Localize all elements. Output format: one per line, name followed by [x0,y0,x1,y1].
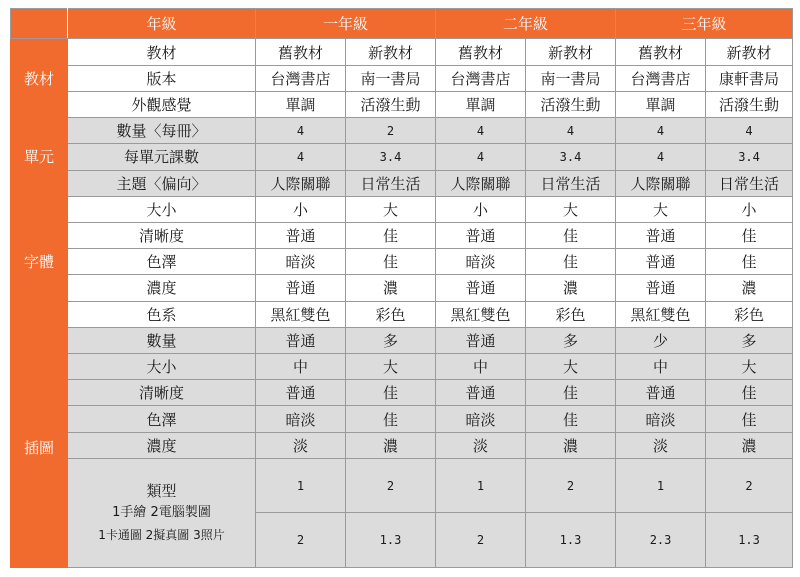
row-label: 數量〈每冊〉 [68,118,256,144]
row-label-type [68,458,256,567]
type-legend-drawing: 1手繪 2電腦製圖 [112,504,211,520]
row-label: 色系 [68,301,256,327]
header-corner [11,9,68,39]
cell: 4 [706,118,793,144]
cell: 單調 [616,91,706,117]
cell: 2 [346,458,436,513]
table-row [11,380,793,406]
cell: 濃 [526,432,616,458]
cell: 舊教材 [256,39,346,65]
table-row [11,406,793,432]
cell: 淡 [616,432,706,458]
category-illustration: 插圖 [11,327,68,567]
row-label: 濃度 [68,432,256,458]
table-row [11,118,793,144]
cell: 黑紅雙色 [436,301,526,327]
cell: 2 [346,118,436,144]
cell: 多 [526,327,616,353]
cell: 舊教材 [616,39,706,65]
table-row [11,65,793,91]
cell: 大 [616,196,706,222]
cell: 佳 [526,249,616,275]
cell: 4 [256,118,346,144]
cell: 佳 [706,222,793,248]
cell: 濃 [706,275,793,301]
cell: 濃 [526,275,616,301]
cell: 1.3 [526,513,616,568]
cell: 2 [256,513,346,568]
cell: 中 [256,354,346,380]
cell: 普通 [616,380,706,406]
row-label: 清晰度 [68,380,256,406]
row-label: 大小 [68,196,256,222]
cell: 淡 [436,432,526,458]
cell: 暗淡 [436,406,526,432]
cell: 日常生活 [526,170,616,196]
table-row [11,91,793,117]
cell: 日常生活 [346,170,436,196]
row-label: 清晰度 [68,222,256,248]
cell: 彩色 [526,301,616,327]
cell: 暗淡 [436,249,526,275]
cell: 4 [616,118,706,144]
cell: 普通 [616,222,706,248]
cell: 黑紅雙色 [616,301,706,327]
cell: 黑紅雙色 [256,301,346,327]
cell: 少 [616,327,706,353]
cell: 彩色 [706,301,793,327]
cell: 活潑生動 [526,91,616,117]
cell: 大 [346,354,436,380]
cell: 台灣書店 [436,65,526,91]
cell: 佳 [346,249,436,275]
table-row [11,196,793,222]
cell: 暗淡 [256,249,346,275]
cell: 小 [706,196,793,222]
row-label: 每單元課數 [68,144,256,170]
cell: 佳 [346,406,436,432]
cell: 1.3 [706,513,793,568]
row-label: 濃度 [68,275,256,301]
row-label: 教材 [68,39,256,65]
cell: 多 [706,327,793,353]
cell: 大 [526,354,616,380]
cell: 普通 [616,249,706,275]
table-row [11,144,793,170]
table-row [11,39,793,65]
cell: 普通 [436,275,526,301]
cell: 2 [706,458,793,513]
type-legend-style: 1卡通圖 2擬真圖 3照片 [98,527,225,542]
cell: 濃 [346,432,436,458]
cell: 人際關聯 [256,170,346,196]
cell: 活潑生動 [346,91,436,117]
cell: 普通 [256,380,346,406]
table-row [11,327,793,353]
row-label: 版本 [68,65,256,91]
cell: 多 [346,327,436,353]
cell: 台灣書店 [616,65,706,91]
cell: 1 [436,458,526,513]
cell: 小 [436,196,526,222]
cell: 佳 [706,406,793,432]
cell: 4 [436,118,526,144]
cell: 新教材 [526,39,616,65]
cell: 普通 [256,275,346,301]
cell: 南一書局 [526,65,616,91]
cell: 4 [616,144,706,170]
table-row [11,301,793,327]
cell: 新教材 [706,39,793,65]
cell: 普通 [436,380,526,406]
cell: 佳 [706,380,793,406]
cell: 濃 [346,275,436,301]
cell: 小 [256,196,346,222]
cell: 佳 [526,380,616,406]
cell: 中 [616,354,706,380]
cell: 1 [616,458,706,513]
cell: 人際關聯 [436,170,526,196]
cell: 3.4 [526,144,616,170]
cell: 淡 [256,432,346,458]
category-unit: 單元 [11,118,68,197]
table-row [11,170,793,196]
cell: 1.3 [346,513,436,568]
grade-label: 年級 [68,9,256,39]
row-label: 大小 [68,354,256,380]
cell: 4 [256,144,346,170]
header-row [11,9,793,39]
textbook-comparison-table [10,8,793,568]
cell: 彩色 [346,301,436,327]
cell: 佳 [526,222,616,248]
cell: 大 [526,196,616,222]
grade-2-header: 二年級 [436,9,616,39]
cell: 3.4 [706,144,793,170]
grade-1-header: 一年級 [256,9,436,39]
cell: 普通 [256,222,346,248]
cell: 佳 [346,380,436,406]
cell: 2.3 [616,513,706,568]
cell: 活潑生動 [706,91,793,117]
cell: 暗淡 [616,406,706,432]
cell: 普通 [436,327,526,353]
cell: 中 [436,354,526,380]
category-textbook: 教材 [11,39,68,118]
table-row [11,275,793,301]
cell: 單調 [256,91,346,117]
cell: 2 [526,458,616,513]
cell: 佳 [706,249,793,275]
table-row [11,249,793,275]
cell: 日常生活 [706,170,793,196]
cell: 台灣書店 [256,65,346,91]
cell: 3.4 [346,144,436,170]
cell: 新教材 [346,39,436,65]
row-label: 外觀感覺 [68,91,256,117]
cell: 南一書局 [346,65,436,91]
cell: 濃 [706,432,793,458]
cell: 大 [346,196,436,222]
table-row [11,432,793,458]
row-label: 數量 [68,327,256,353]
cell: 大 [706,354,793,380]
cell: 普通 [436,222,526,248]
row-label: 主題〈偏向〉 [68,170,256,196]
cell: 2 [436,513,526,568]
cell: 人際關聯 [616,170,706,196]
category-font: 字體 [11,196,68,327]
cell: 普通 [256,327,346,353]
row-label: 色澤 [68,406,256,432]
cell: 暗淡 [256,406,346,432]
grade-3-header: 三年級 [616,9,793,39]
table-row [11,458,793,513]
cell: 4 [436,144,526,170]
cell: 康軒書局 [706,65,793,91]
type-label: 類型 [146,481,177,500]
cell: 舊教材 [436,39,526,65]
table-row [11,222,793,248]
row-label: 色澤 [68,249,256,275]
cell: 普通 [616,275,706,301]
table-row [11,354,793,380]
cell: 佳 [526,406,616,432]
cell: 單調 [436,91,526,117]
cell: 1 [256,458,346,513]
cell: 佳 [346,222,436,248]
cell: 4 [526,118,616,144]
